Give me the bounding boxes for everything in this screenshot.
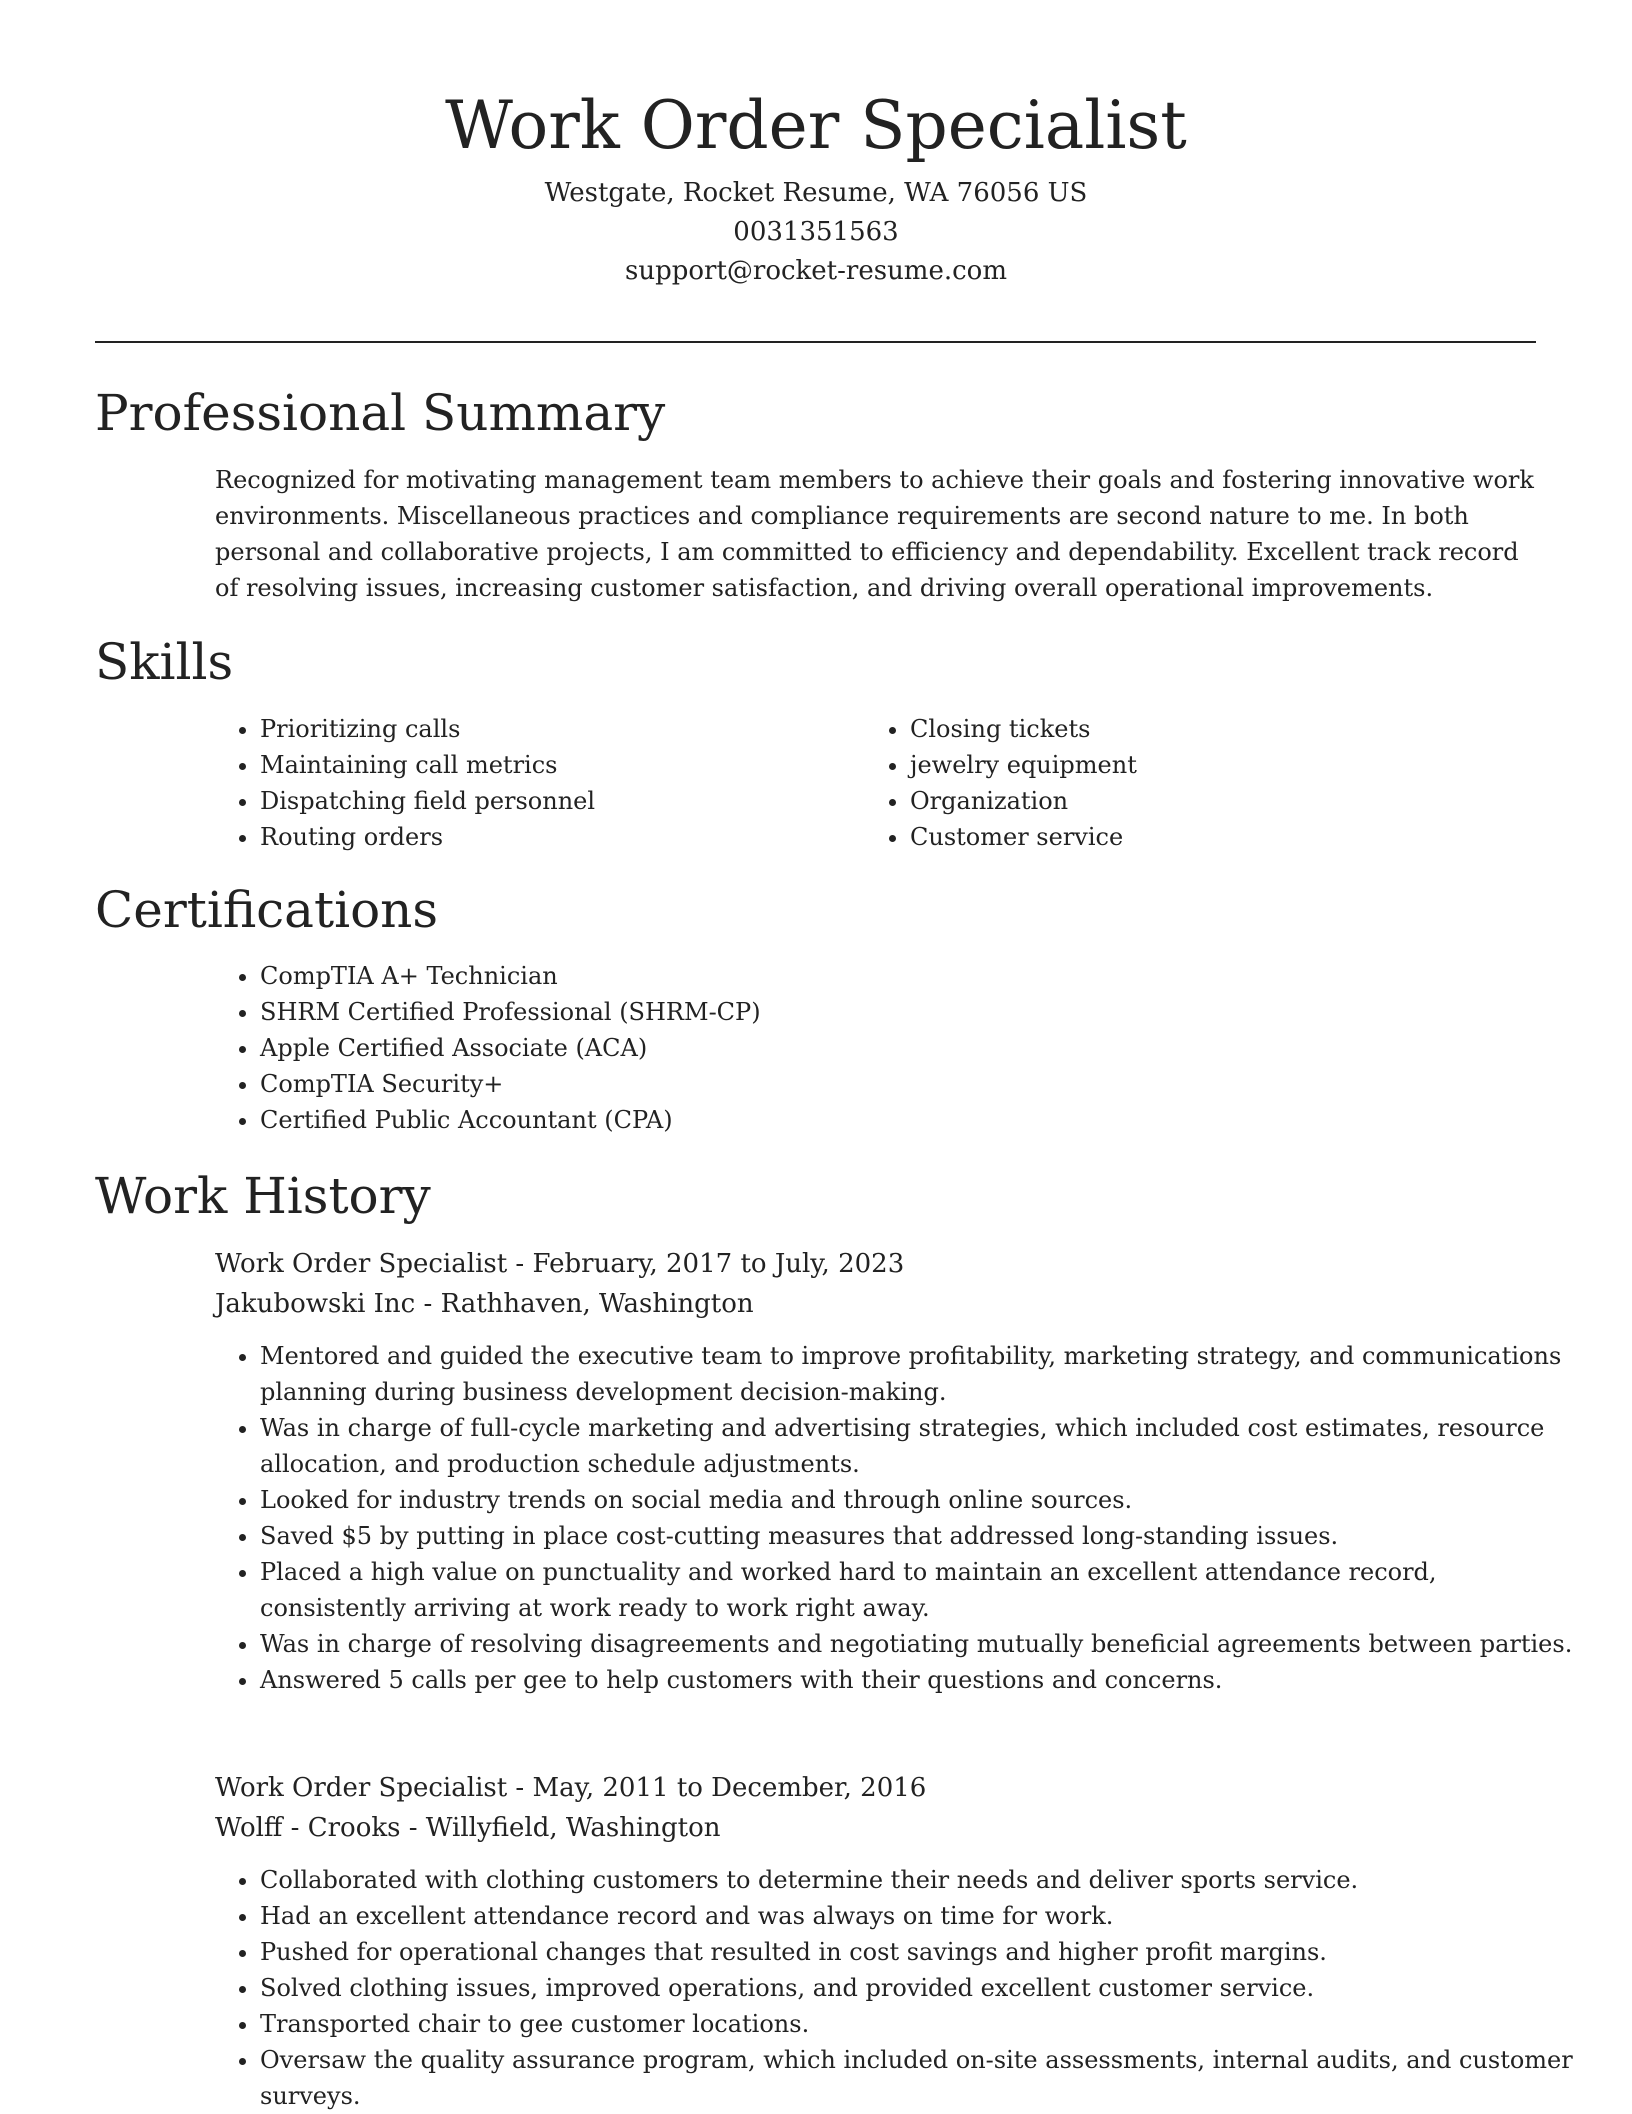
- address: Westgate, Rocket Resume, WA 76056 US: [544, 178, 1088, 208]
- list-item: • CompTIA A+ Technician: [260, 958, 1560, 994]
- list-item: • Dispatching field personnel: [260, 783, 860, 819]
- job-location: Rathhaven, Washington: [440, 1289, 754, 1319]
- list-item: • Certified Public Accountant (CPA): [260, 1102, 1560, 1138]
- list-item: • Looked for industry trends on social media and through online sources.: [260, 1482, 1580, 1518]
- job-dates: February, 2017 to July, 2023: [532, 1249, 905, 1279]
- separator: -: [400, 1813, 426, 1843]
- list-item: • Solved clothing issues, improved operations, and provided excellent customer service.: [260, 1970, 1580, 2006]
- resume-header: [0, 0, 1632, 291]
- list-item: • Closing tickets: [910, 711, 1510, 747]
- list-item: • Apple Certified Associate (ACA): [260, 1030, 1560, 1066]
- skills-heading: Skills: [95, 633, 234, 691]
- certifications-heading: Certifications: [95, 881, 439, 939]
- job-title-line: [215, 1768, 926, 1808]
- job-bullets: [215, 1338, 1580, 1698]
- certifications-list: [215, 958, 1560, 1138]
- list-item: • SHRM Certified Professional (SHRM-CP): [260, 994, 1560, 1030]
- skills-list-left: [215, 711, 860, 855]
- job-bullets: [215, 1862, 1580, 2114]
- list-item: • Saved $5 by putting in place cost-cutting measures that addressed long-standing issues.: [260, 1518, 1580, 1554]
- phone: 0031351563: [733, 217, 899, 247]
- list-item: • Maintaining call metrics: [260, 747, 860, 783]
- job-location: Willyfield, Washington: [425, 1813, 721, 1843]
- list-item: • Mentored and guided the executive team to improve profitability, marketing strategy, and communications planning during business development decision-making.: [260, 1338, 1580, 1410]
- list-item: • Customer service: [910, 819, 1510, 855]
- list-item: • Answered 5 calls per gee to help customers with their questions and concerns.: [260, 1662, 1580, 1698]
- list-item: • Placed a high value on punctuality and worked hard to maintain an excellent attendance record, consistently arriving at work ready to work right away.: [260, 1554, 1580, 1626]
- list-item: • Was in charge of resolving disagreements and negotiating mutually beneficial agreements between parties.: [260, 1626, 1580, 1662]
- separator: -: [415, 1289, 441, 1319]
- job-company-line: [215, 1284, 754, 1324]
- summary-heading: Professional Summary: [95, 384, 666, 442]
- work-history-heading: Work History: [95, 1167, 431, 1225]
- candidate-name: Work Order Specialist: [445, 87, 1187, 164]
- email: support@rocket-resume.com: [624, 256, 1007, 286]
- list-item: • Organization: [910, 783, 1510, 819]
- separator: -: [507, 1249, 533, 1279]
- list-item: • CompTIA Security+: [260, 1066, 1560, 1102]
- list-item: • Pushed for operational changes that resulted in cost savings and higher profit margins.: [260, 1934, 1580, 1970]
- job-title: Work Order Specialist: [215, 1249, 508, 1279]
- job-title: Work Order Specialist: [215, 1773, 508, 1803]
- list-item: • Collaborated with clothing customers to determine their needs and deliver sports service.: [260, 1862, 1580, 1898]
- list-item: • Was in charge of full-cycle marketing and advertising strategies, which included cost estimates, resource allocation, and production schedule adjustments.: [260, 1410, 1580, 1482]
- list-item: • Had an excellent attendance record and was always on time for work.: [260, 1898, 1580, 1934]
- separator: -: [507, 1773, 533, 1803]
- job-title-line: [215, 1244, 904, 1284]
- list-item: • Transported chair to gee customer locations.: [260, 2006, 1580, 2042]
- job-dates: May, 2011 to December, 2016: [532, 1773, 927, 1803]
- header-divider: [95, 341, 1536, 343]
- company-name: Jakubowski Inc: [215, 1289, 416, 1319]
- summary-text: Recognized for motivating management team members to achieve their goals and fostering innovative work environments. Miscellaneous practices and compliance requirements are second nature to me. In both personal and collaborative projects, I am committed to efficiency and dependability. Excellent track record of resolving issues, increasing customer satisfaction, and driving overall operational improvements.: [215, 466, 1534, 602]
- list-item: • Prioritizing calls: [260, 711, 860, 747]
- job-company-line: [215, 1808, 721, 1848]
- company-name: Wolff - Crooks: [215, 1813, 401, 1843]
- list-item: • Routing orders: [260, 819, 860, 855]
- list-item: • Oversaw the quality assurance program, which included on-site assessments, internal audits, and customer surveys.: [260, 2042, 1580, 2114]
- list-item: • jewelry equipment: [910, 747, 1510, 783]
- skills-list-right: [865, 711, 1510, 855]
